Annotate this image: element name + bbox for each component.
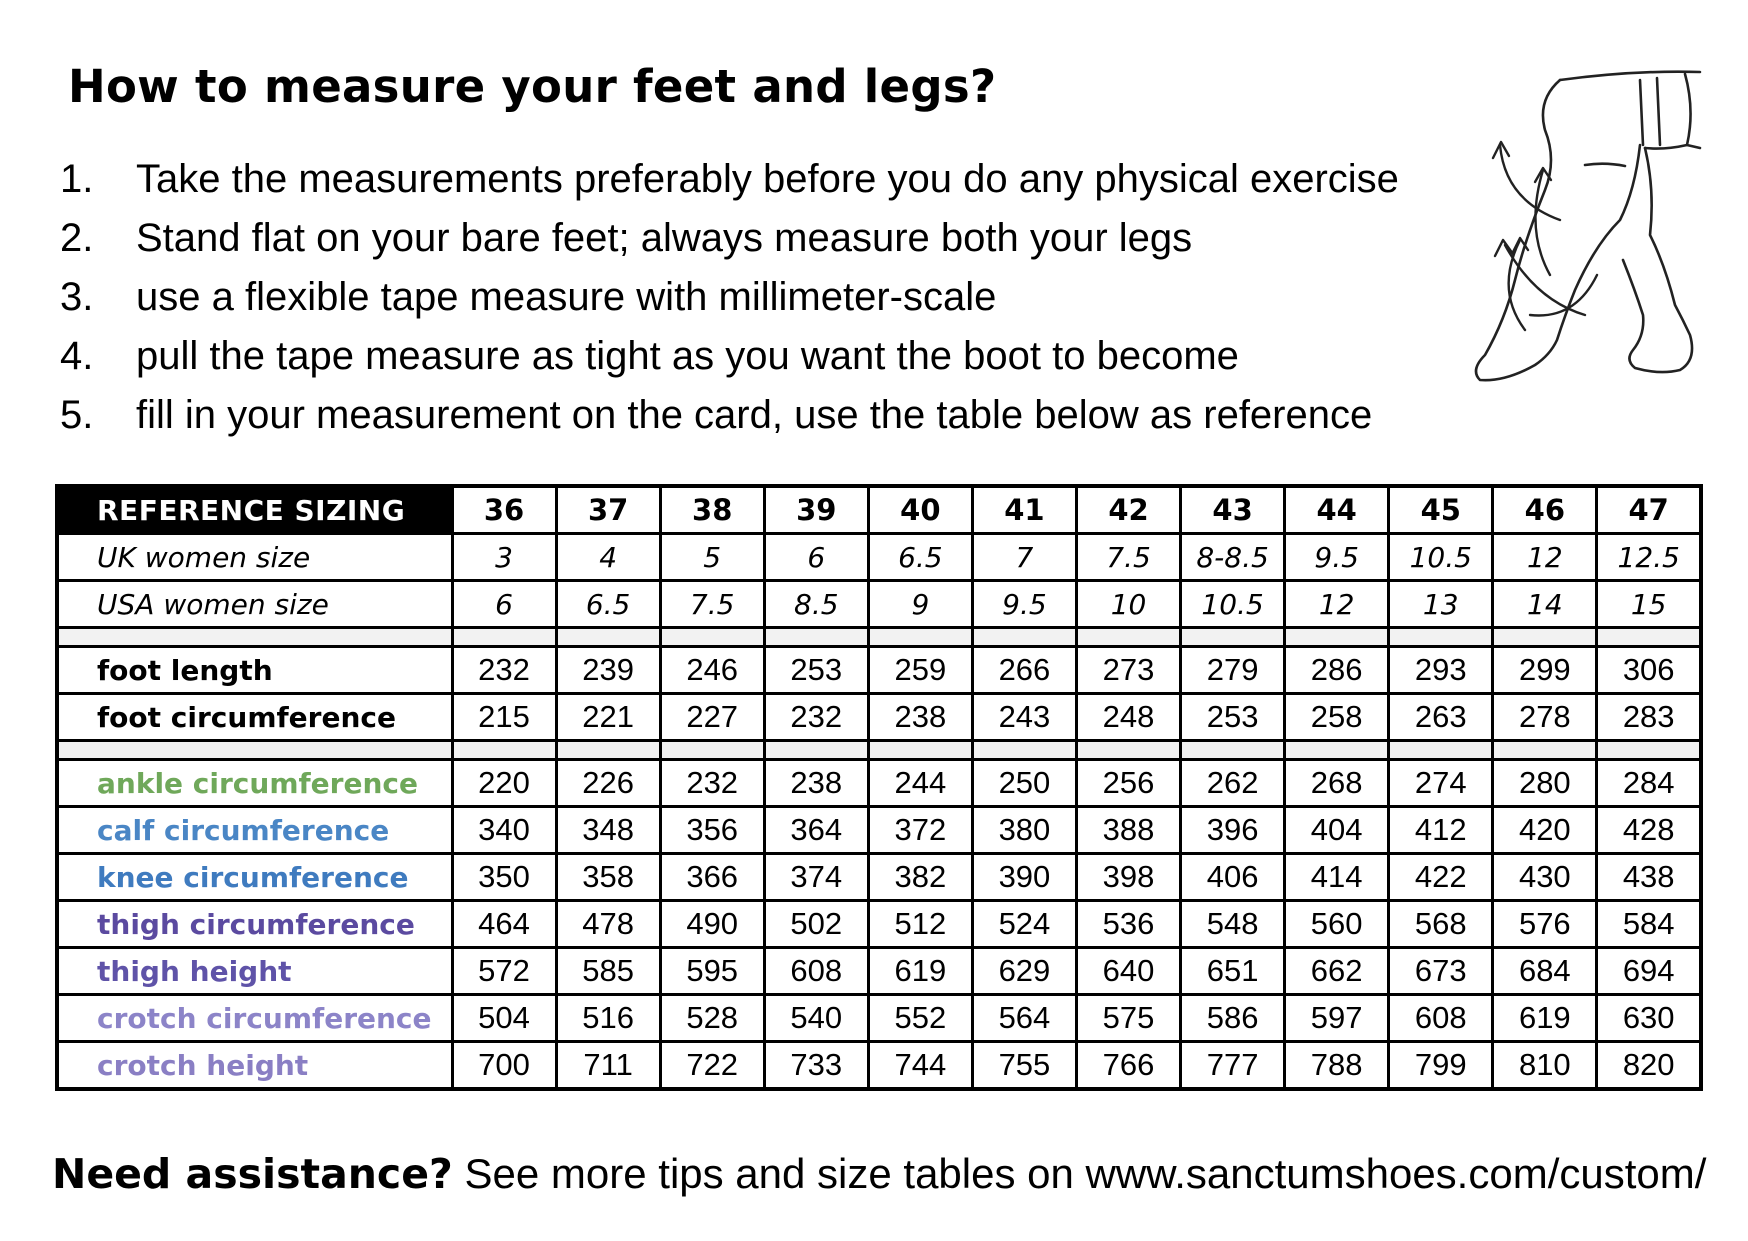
value-cell: 528	[660, 995, 764, 1042]
value-cell: 430	[1493, 854, 1597, 901]
value-cell: 266	[972, 647, 1076, 694]
spacer-cell	[868, 628, 972, 647]
value-cell: 398	[1076, 854, 1180, 901]
value-cell: 5	[660, 534, 764, 581]
leg-measurement-row	[57, 901, 1701, 948]
value-cell: 6.5	[868, 534, 972, 581]
conversion-row	[57, 534, 1701, 581]
value-cell: 552	[868, 995, 972, 1042]
value-cell: 220	[452, 760, 556, 807]
value-cell: 694	[1597, 948, 1701, 995]
value-cell: 572	[452, 948, 556, 995]
spacer-cell	[1181, 741, 1285, 760]
value-cell: 586	[1181, 995, 1285, 1042]
row-label: UK women size	[57, 534, 452, 581]
conversion-row	[57, 581, 1701, 628]
size-header-cell: 42	[1076, 486, 1180, 534]
value-cell: 244	[868, 760, 972, 807]
value-cell: 10.5	[1389, 534, 1493, 581]
value-cell: 733	[764, 1042, 868, 1090]
value-cell: 388	[1076, 807, 1180, 854]
value-cell: 9	[868, 581, 972, 628]
step-text: pull the tape measure as tight as you want the boot to become	[136, 334, 1239, 378]
footer-assistance	[52, 1150, 1732, 1198]
value-cell: 12.5	[1597, 534, 1701, 581]
value-cell: 13	[1389, 581, 1493, 628]
value-cell: 238	[764, 760, 868, 807]
value-cell: 382	[868, 854, 972, 901]
value-cell: 366	[660, 854, 764, 901]
value-cell: 560	[1285, 901, 1389, 948]
value-cell: 280	[1493, 760, 1597, 807]
value-cell: 286	[1285, 647, 1389, 694]
value-cell: 799	[1389, 1042, 1493, 1090]
value-cell: 478	[556, 901, 660, 948]
spacer-cell	[1285, 628, 1389, 647]
instruction-step	[60, 268, 1480, 327]
value-cell: 396	[1181, 807, 1285, 854]
spacer-cell	[1493, 628, 1597, 647]
size-header-cell: 47	[1597, 486, 1701, 534]
value-cell: 7.5	[1076, 534, 1180, 581]
step-number: 4.	[60, 334, 94, 378]
value-cell: 364	[764, 807, 868, 854]
size-header-cell: 39	[764, 486, 868, 534]
size-header-cell: 44	[1285, 486, 1389, 534]
value-cell: 6	[764, 534, 868, 581]
step-text: fill in your measurement on the card, use the table below as reference	[136, 393, 1373, 437]
spacer-cell	[764, 628, 868, 647]
value-cell: 278	[1493, 694, 1597, 741]
value-cell: 6	[452, 581, 556, 628]
value-cell: 585	[556, 948, 660, 995]
value-cell: 820	[1597, 1042, 1701, 1090]
value-cell: 256	[1076, 760, 1180, 807]
value-cell: 504	[452, 995, 556, 1042]
value-cell: 7	[972, 534, 1076, 581]
value-cell: 502	[764, 901, 868, 948]
value-cell: 284	[1597, 760, 1701, 807]
size-header-cell: 36	[452, 486, 556, 534]
value-cell: 8-8.5	[1181, 534, 1285, 581]
spacer-cell	[1597, 741, 1701, 760]
value-cell: 306	[1597, 647, 1701, 694]
spacer-cell	[556, 628, 660, 647]
size-header-row	[57, 486, 1701, 534]
value-cell: 711	[556, 1042, 660, 1090]
size-header-cell: 43	[1181, 486, 1285, 534]
value-cell: 651	[1181, 948, 1285, 995]
value-cell: 262	[1181, 760, 1285, 807]
value-cell: 268	[1285, 760, 1389, 807]
value-cell: 10	[1076, 581, 1180, 628]
footer-heading: Need assistance?	[52, 1150, 453, 1198]
value-cell: 619	[868, 948, 972, 995]
spacer-cell	[1389, 628, 1493, 647]
spacer-cell	[556, 741, 660, 760]
row-label: calf circumference	[57, 807, 452, 854]
step-number: 2.	[60, 216, 94, 260]
value-cell: 227	[660, 694, 764, 741]
spacer-cell	[972, 741, 1076, 760]
value-cell: 597	[1285, 995, 1389, 1042]
row-label: crotch height	[57, 1042, 452, 1090]
leg-measurement-row	[57, 948, 1701, 995]
value-cell: 414	[1285, 854, 1389, 901]
value-cell: 536	[1076, 901, 1180, 948]
row-label: foot circumference	[57, 694, 452, 741]
spacer-cell	[868, 741, 972, 760]
value-cell: 595	[660, 948, 764, 995]
value-cell: 299	[1493, 647, 1597, 694]
spacer-row	[57, 628, 1701, 647]
value-cell: 9.5	[1285, 534, 1389, 581]
value-cell: 215	[452, 694, 556, 741]
value-cell: 684	[1493, 948, 1597, 995]
legs-measurement-icon	[1465, 70, 1715, 440]
value-cell: 358	[556, 854, 660, 901]
value-cell: 744	[868, 1042, 972, 1090]
value-cell: 293	[1389, 647, 1493, 694]
value-cell: 12	[1285, 581, 1389, 628]
size-header-cell: 40	[868, 486, 972, 534]
value-cell: 608	[1389, 995, 1493, 1042]
value-cell: 248	[1076, 694, 1180, 741]
value-cell: 263	[1389, 694, 1493, 741]
value-cell: 516	[556, 995, 660, 1042]
value-cell: 348	[556, 807, 660, 854]
value-cell: 490	[660, 901, 764, 948]
value-cell: 340	[452, 807, 556, 854]
value-cell: 428	[1597, 807, 1701, 854]
value-cell: 258	[1285, 694, 1389, 741]
table-body	[57, 534, 1701, 1090]
value-cell: 238	[868, 694, 972, 741]
value-cell: 253	[764, 647, 868, 694]
value-cell: 810	[1493, 1042, 1597, 1090]
value-cell: 6.5	[556, 581, 660, 628]
page-title: How to measure your feet and legs?	[68, 60, 997, 113]
foot-measurement-row	[57, 694, 1701, 741]
spacer-cell	[1076, 741, 1180, 760]
value-cell: 380	[972, 807, 1076, 854]
reference-sizing-table	[55, 484, 1703, 1091]
leg-measurement-row	[57, 807, 1701, 854]
spacer-cell	[660, 741, 764, 760]
step-number: 1.	[60, 157, 94, 201]
value-cell: 279	[1181, 647, 1285, 694]
value-cell: 9.5	[972, 581, 1076, 628]
instruction-step	[60, 386, 1480, 445]
value-cell: 221	[556, 694, 660, 741]
value-cell: 10.5	[1181, 581, 1285, 628]
value-cell: 584	[1597, 901, 1701, 948]
spacer-cell	[660, 628, 764, 647]
instruction-step	[60, 209, 1480, 268]
size-header-cell: 41	[972, 486, 1076, 534]
value-cell: 420	[1493, 807, 1597, 854]
value-cell: 564	[972, 995, 1076, 1042]
value-cell: 250	[972, 760, 1076, 807]
value-cell: 575	[1076, 995, 1180, 1042]
value-cell: 274	[1389, 760, 1493, 807]
reference-sizing-header: REFERENCE SIZING	[57, 486, 452, 534]
value-cell: 524	[972, 901, 1076, 948]
footer-text: See more tips and size tables on www.sanctumshoes.com/custom/	[452, 1150, 1707, 1197]
spacer-row	[57, 741, 1701, 760]
value-cell: 239	[556, 647, 660, 694]
spacer-cell	[1181, 628, 1285, 647]
row-label: thigh height	[57, 948, 452, 995]
value-cell: 3	[452, 534, 556, 581]
leg-measurement-row	[57, 760, 1701, 807]
foot-measurement-row	[57, 647, 1701, 694]
value-cell: 662	[1285, 948, 1389, 995]
size-header-cell: 37	[556, 486, 660, 534]
row-label: foot length	[57, 647, 452, 694]
value-cell: 246	[660, 647, 764, 694]
step-text: use a flexible tape measure with millimeter-scale	[136, 275, 997, 319]
leg-measurement-row	[57, 1042, 1701, 1090]
value-cell: 4	[556, 534, 660, 581]
step-text: Stand flat on your bare feet; always measure both your legs	[136, 216, 1193, 260]
value-cell: 422	[1389, 854, 1493, 901]
spacer-cell	[57, 741, 452, 760]
value-cell: 372	[868, 807, 972, 854]
row-label: USA women size	[57, 581, 452, 628]
value-cell: 7.5	[660, 581, 764, 628]
instruction-step	[60, 150, 1480, 209]
value-cell: 630	[1597, 995, 1701, 1042]
value-cell: 619	[1493, 995, 1597, 1042]
value-cell: 273	[1076, 647, 1180, 694]
value-cell: 283	[1597, 694, 1701, 741]
value-cell: 700	[452, 1042, 556, 1090]
value-cell: 15	[1597, 581, 1701, 628]
value-cell: 512	[868, 901, 972, 948]
step-text: Take the measurements preferably before you do any physical exercise	[136, 157, 1399, 201]
size-header-cell: 45	[1389, 486, 1493, 534]
value-cell: 464	[452, 901, 556, 948]
value-cell: 259	[868, 647, 972, 694]
value-cell: 232	[660, 760, 764, 807]
value-cell: 404	[1285, 807, 1389, 854]
leg-measurement-row	[57, 995, 1701, 1042]
value-cell: 608	[764, 948, 868, 995]
value-cell: 12	[1493, 534, 1597, 581]
value-cell: 766	[1076, 1042, 1180, 1090]
spacer-cell	[1285, 741, 1389, 760]
value-cell: 374	[764, 854, 868, 901]
row-label: thigh circumference	[57, 901, 452, 948]
value-cell: 438	[1597, 854, 1701, 901]
value-cell: 548	[1181, 901, 1285, 948]
step-number: 5.	[60, 393, 94, 437]
instruction-step	[60, 327, 1480, 386]
value-cell: 253	[1181, 694, 1285, 741]
row-label: knee circumference	[57, 854, 452, 901]
spacer-cell	[1597, 628, 1701, 647]
value-cell: 243	[972, 694, 1076, 741]
value-cell: 777	[1181, 1042, 1285, 1090]
value-cell: 390	[972, 854, 1076, 901]
spacer-cell	[452, 741, 556, 760]
spacer-cell	[1389, 741, 1493, 760]
value-cell: 8.5	[764, 581, 868, 628]
spacer-cell	[764, 741, 868, 760]
size-header-cell: 46	[1493, 486, 1597, 534]
value-cell: 722	[660, 1042, 764, 1090]
row-label: crotch circumference	[57, 995, 452, 1042]
leg-measurement-row	[57, 854, 1701, 901]
value-cell: 356	[660, 807, 764, 854]
spacer-cell	[1493, 741, 1597, 760]
size-header-cell: 38	[660, 486, 764, 534]
value-cell: 540	[764, 995, 868, 1042]
value-cell: 755	[972, 1042, 1076, 1090]
value-cell: 568	[1389, 901, 1493, 948]
spacer-cell	[972, 628, 1076, 647]
instructions-list	[60, 150, 1480, 445]
value-cell: 232	[452, 647, 556, 694]
value-cell: 673	[1389, 948, 1493, 995]
spacer-cell	[57, 628, 452, 647]
step-number: 3.	[60, 275, 94, 319]
value-cell: 226	[556, 760, 660, 807]
value-cell: 788	[1285, 1042, 1389, 1090]
value-cell: 406	[1181, 854, 1285, 901]
value-cell: 232	[764, 694, 868, 741]
value-cell: 640	[1076, 948, 1180, 995]
value-cell: 576	[1493, 901, 1597, 948]
value-cell: 412	[1389, 807, 1493, 854]
value-cell: 14	[1493, 581, 1597, 628]
value-cell: 350	[452, 854, 556, 901]
spacer-cell	[1076, 628, 1180, 647]
spacer-cell	[452, 628, 556, 647]
row-label: ankle circumference	[57, 760, 452, 807]
value-cell: 629	[972, 948, 1076, 995]
